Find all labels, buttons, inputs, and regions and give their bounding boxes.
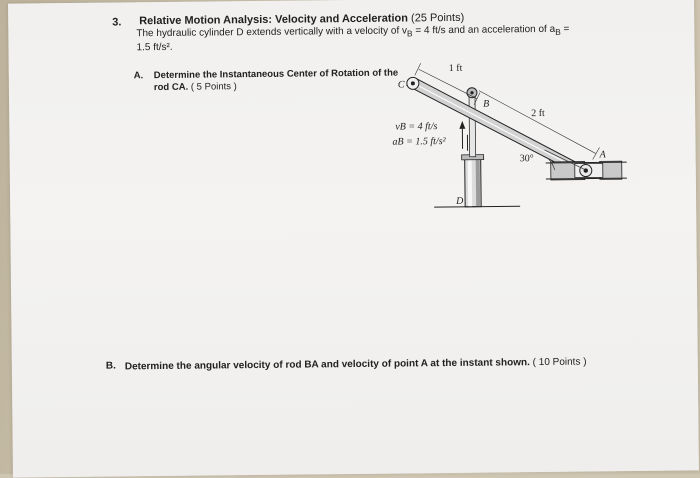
pin-a xyxy=(580,164,592,176)
label-a: A xyxy=(599,149,607,160)
mechanism-figure xyxy=(8,0,699,478)
question-title-text: Relative Motion Analysis: Velocity and Acceleration xyxy=(139,12,408,27)
question-number: 3. xyxy=(112,16,121,28)
label-b: B xyxy=(483,99,489,110)
label-c: C xyxy=(398,79,405,90)
desc-end: = xyxy=(561,24,570,35)
angle-label: 30° xyxy=(520,153,534,164)
part-b-points: ( 10 Points ) xyxy=(533,357,587,369)
desc-line1: The hydraulic cylinder D extends vertically with a velocity of v xyxy=(136,25,407,39)
vb-equation: vB = 4 ft/s xyxy=(395,121,437,132)
desc-line2: 1.5 ft/s². xyxy=(136,42,172,53)
part-b-label: B. xyxy=(106,360,116,371)
velocity-arrows xyxy=(459,121,467,151)
label-d: D xyxy=(455,196,464,207)
pin-c xyxy=(407,77,419,89)
part-b-text: Determine the angular velocity of rod BA and velocity of point A at the instant shown. xyxy=(125,357,530,372)
desc-sub-b1: B xyxy=(407,28,413,38)
part-a-text: Determine the Instantaneous Center of Rotation of the rod CA. xyxy=(154,68,398,94)
worksheet-page xyxy=(8,0,699,478)
question-points: (25 Points) xyxy=(411,12,464,25)
ab-equation: aB = 1.5 ft/s² xyxy=(392,136,446,148)
dim-1ft-label: 1 ft xyxy=(449,63,463,74)
hydraulic-cylinder xyxy=(433,92,520,207)
desc-mid: = 4 ft/s and an acceleration of a xyxy=(413,24,556,36)
part-a-points: ( 5 Points ) xyxy=(191,81,237,92)
dim-2ft-label: 2 ft xyxy=(531,108,545,119)
part-a-label: A. xyxy=(134,70,144,81)
desc-sub-b2: B xyxy=(555,27,561,37)
